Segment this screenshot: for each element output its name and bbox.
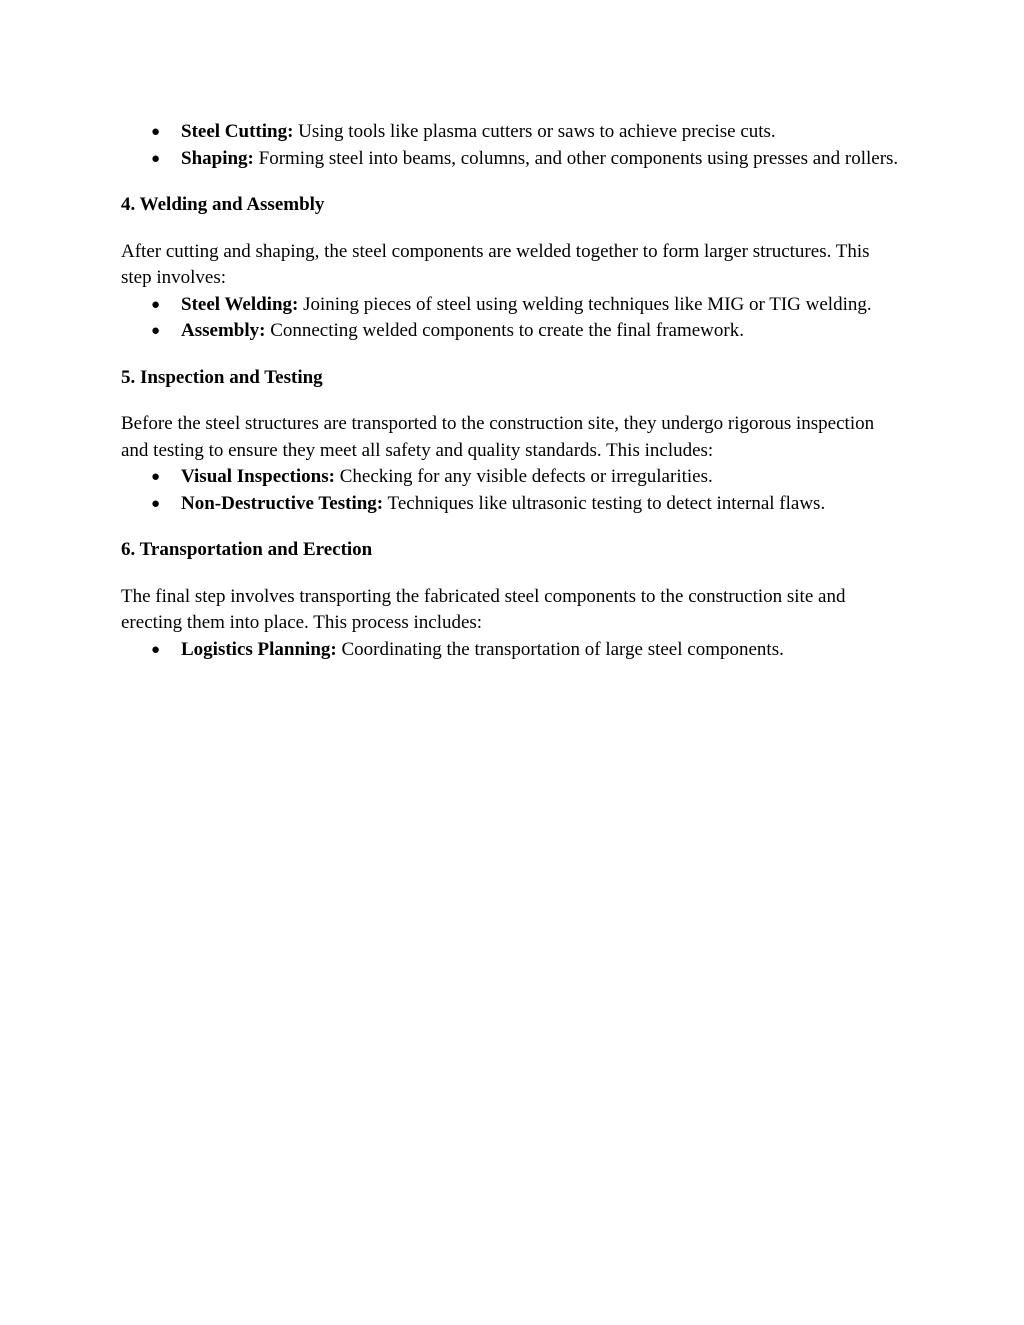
list-item-text: Using tools like plasma cutters or saws to achieve precise cuts.	[293, 121, 776, 142]
list-item	[121, 318, 901, 345]
list-item	[121, 464, 901, 491]
list-item	[121, 637, 901, 664]
transportation-list	[121, 637, 901, 664]
bullet-icon: ●	[151, 495, 161, 512]
welding-list	[121, 292, 901, 345]
section-heading-inspection: 5. Inspection and Testing	[121, 366, 323, 388]
list-item	[121, 146, 901, 173]
bullet-icon: ●	[151, 124, 161, 140]
bullet-icon: ●	[151, 641, 161, 658]
list-item-term: Logistics Planning:	[181, 638, 337, 660]
list-item-term: Visual Inspections:	[181, 466, 335, 487]
list-item-text: Checking for any visible defects or irregularities.	[334, 466, 713, 487]
bullet-icon: ●	[151, 323, 161, 339]
section-paragraph-inspection: Before the steel structures are transported to the construction site, they undergo rigorous inspection and testing to ensure they meet all safety and quality standards. This includes:	[121, 413, 875, 461]
bullet-icon: ●	[151, 469, 161, 485]
intro-list	[121, 119, 901, 172]
list-item-text: Coordinating the transportation of large steel components.	[336, 638, 784, 660]
inspection-list	[121, 464, 901, 517]
list-item-term: Shaping:	[181, 147, 254, 169]
list-item-term: Steel Cutting:	[181, 121, 294, 142]
section-heading-welding: 4. Welding and Assembly	[121, 194, 325, 215]
bullet-icon: ●	[151, 150, 161, 167]
list-item-term: Assembly:	[181, 320, 266, 341]
list-item	[121, 292, 901, 319]
list-item-term: Non-Destructive Testing:	[181, 492, 384, 514]
section-heading-transportation: 6. Transportation and Erection	[121, 539, 373, 560]
list-item-term: Steel Welding:	[181, 293, 299, 315]
section-paragraph-transportation: The final step involves transporting the fabricated steel components to the construction site and erecting them into place. This process includes:	[121, 585, 846, 633]
list-item-text: Forming steel into beams, columns, and other components using presses and rollers.	[253, 147, 899, 169]
list-item	[121, 491, 901, 518]
list-item	[121, 119, 901, 146]
list-item-text: Connecting welded components to create the final framework.	[265, 320, 744, 341]
bullet-icon: ●	[151, 296, 161, 313]
section-paragraph-welding: After cutting and shaping, the steel components are welded together to form larger structures. This step involves:	[121, 240, 870, 288]
list-item-text: Techniques like ultrasonic testing to detect internal flaws.	[383, 492, 826, 514]
document-page	[121, 119, 901, 663]
list-item-text: Joining pieces of steel using welding techniques like MIG or TIG welding.	[298, 293, 872, 315]
